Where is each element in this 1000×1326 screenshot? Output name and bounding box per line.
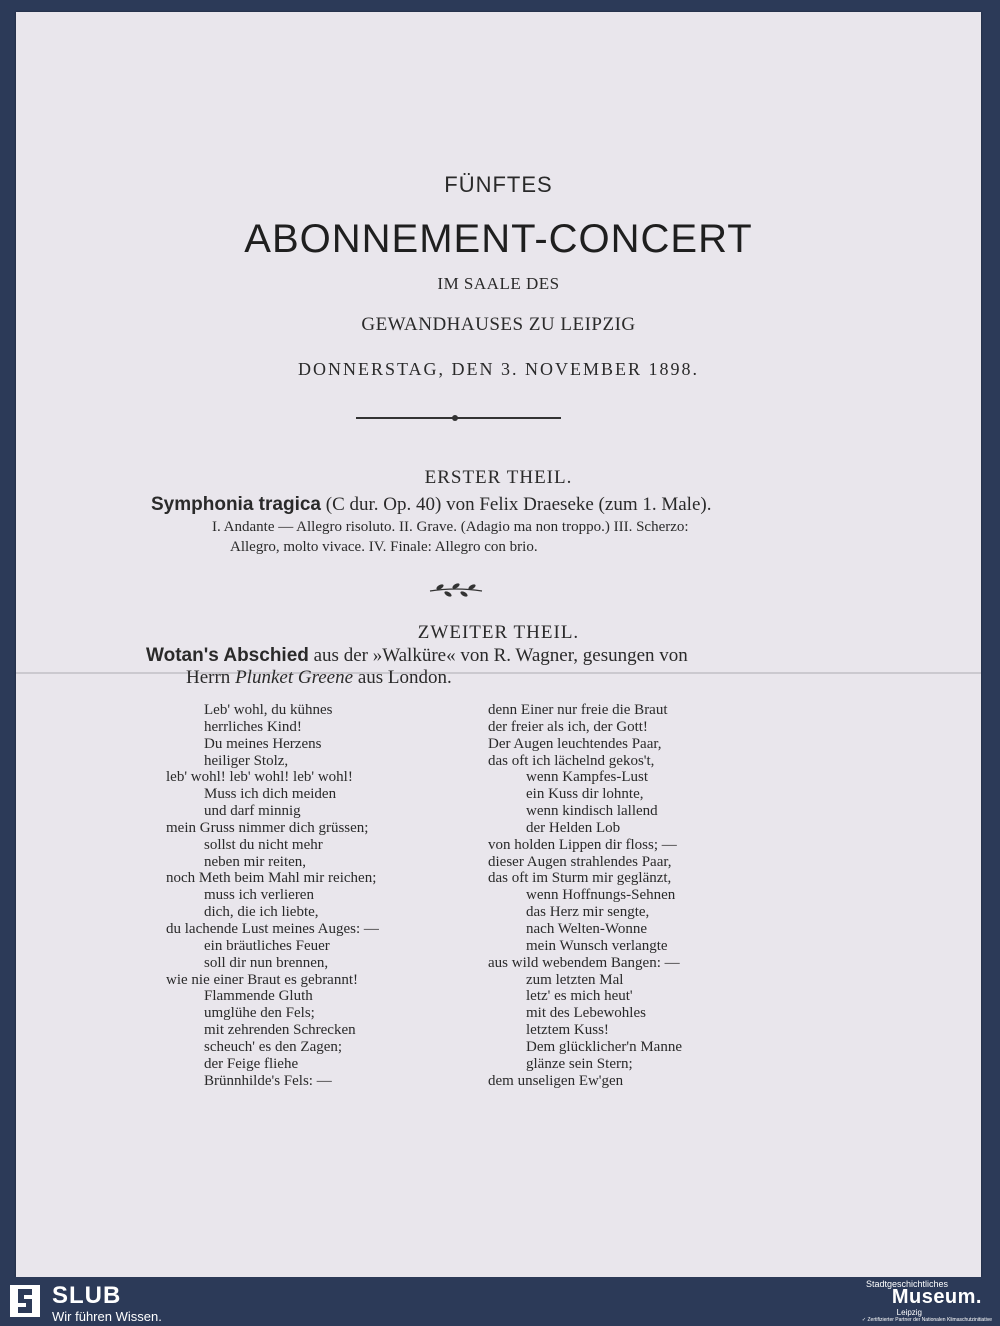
part2-performer [186, 667, 452, 689]
poem-line: wie nie einer Braut es gebrannt! [166, 971, 359, 988]
poem-line: der Feige fliehe [204, 1055, 299, 1072]
concert-title: ABONNEMENT-CONCERT [244, 217, 753, 261]
leaf-ornament-icon [426, 581, 486, 599]
part2-piece-details: aus der »Walküre« von R. Wagner, gesungen von [308, 645, 688, 666]
poem-line: mein Wunsch verlangte [526, 937, 668, 954]
venue-line1: IM SAALE DES [437, 274, 560, 293]
performer-prefix: Herrn [186, 667, 236, 688]
performer-suffix: aus London. [353, 667, 452, 688]
poem-line: letztem Kuss! [526, 1022, 609, 1039]
concert-date: DONNERSTAG, DEN 3. NOVEMBER 1898. [297, 359, 700, 379]
poem-line: dich, die ich liebte, [204, 904, 319, 921]
poem-line: das oft ich lächelnd gekos't, [488, 752, 655, 769]
poem-line: mit des Lebewohles [526, 1005, 646, 1022]
poem-line: umglühe den Fels; [204, 1005, 315, 1022]
poem-line: aus wild webendem Bangen: — [488, 954, 680, 971]
poem-line: das Herz mir sengte, [526, 904, 650, 921]
poem-line: dieser Augen strahlendes Paar, [488, 853, 672, 870]
poem-line: zum letzten Mal [526, 971, 624, 988]
part2-piece [146, 645, 688, 667]
poem-line: Muss ich dich meiden [204, 786, 337, 803]
poem-line: Der Augen leuchtendes Paar, [488, 735, 662, 752]
poem-line: soll dir nun brennen, [204, 954, 329, 971]
part1-heading: ERSTER THEIL. [424, 467, 573, 488]
poem-line: Brünnhilde's Fels: — [204, 1072, 332, 1089]
performer-name: Plunket Greene [235, 667, 354, 688]
part1-movements-line1: I. Andante — Allegro risoluto. II. Grave. (Adagio ma non troppo.) III. Scherzo: [212, 519, 689, 535]
part1-piece-details: (C dur. Op. 40) von Felix Draeseke (zum 1. Male). [321, 494, 712, 515]
poem-line: letz' es mich heut' [526, 988, 633, 1005]
poem-line: Du meines Herzens [204, 735, 322, 752]
poem-line: wenn Kampfes-Lust [526, 769, 649, 786]
poem-line: wenn kindisch lallend [526, 803, 658, 820]
poem-line: glänze sein Stern; [526, 1055, 633, 1072]
poem-left-column [166, 702, 379, 1089]
poem-line: mit zehrenden Schrecken [204, 1022, 356, 1039]
part2-heading: ZWEITER THEIL. [417, 622, 580, 643]
poem-line: das oft im Sturm mir geglänzt, [488, 870, 672, 887]
slub-name: SLUB [52, 1282, 122, 1309]
poem-line: der freier als ich, der Gott! [488, 718, 648, 735]
museum-cert: ✓ Zertifizierter Partner der Nationalen Klimaschutzinitiative [861, 1317, 992, 1323]
poem-line: Flammende Gluth [204, 988, 313, 1005]
slub-slogan: Wir führen Wissen. [52, 1309, 162, 1324]
poem-line: der Helden Lob [526, 819, 621, 836]
poem-right-column [488, 702, 682, 1089]
poem-line: sollst du nicht mehr [204, 836, 323, 853]
poem-line: heiliger Stolz, [204, 752, 289, 769]
poem-line: herrliches Kind! [204, 718, 302, 735]
part1-piece [151, 494, 711, 516]
poem-line: und darf minnig [204, 803, 301, 820]
museum-top-label: Stadtgeschichtliches [865, 1279, 948, 1289]
poem-line: mein Gruss nimmer dich grüssen; [166, 819, 369, 836]
poem-line: muss ich verlieren [204, 887, 314, 904]
poem-line: ein Kuss dir lohnte, [526, 786, 644, 803]
footer-bar [0, 1277, 1000, 1326]
poem-line: von holden Lippen dir floss; — [488, 836, 677, 853]
part2-piece-title: Wotan's Abschied [146, 645, 309, 666]
poem-line: dem unseligen Ew'gen [488, 1072, 624, 1089]
slub-logo-icon [10, 1285, 40, 1317]
program-sheet [16, 12, 981, 1277]
poem-line: du lachende Lust meines Auges: — [166, 920, 379, 937]
poem-line: nach Welten-Wonne [526, 920, 648, 937]
paper-fold [16, 672, 981, 674]
poem-line: noch Meth beim Mahl mir reichen; [166, 870, 377, 887]
poem-line: neben mir reiten, [204, 853, 307, 870]
divider-rule [356, 417, 561, 419]
concert-number: FÜNFTES [444, 172, 553, 197]
poem-line: Dem glücklicher'n Manne [526, 1038, 682, 1055]
venue-line2: GEWANDHAUSES ZU LEIPZIG [361, 314, 636, 335]
museum-city: Leipzig [896, 1308, 922, 1317]
poem-line: ein bräutliches Feuer [204, 937, 330, 954]
poem-line: denn Einer nur freie die Braut [488, 702, 668, 718]
museum-name: Museum. [891, 1286, 982, 1308]
part1-piece-title: Symphonia tragica [151, 494, 321, 515]
poem-line: scheuch' es den Zagen; [204, 1038, 343, 1055]
poem-line: wenn Hoffnungs-Sehnen [526, 887, 676, 904]
poem-line: Leb' wohl, du kühnes [204, 702, 333, 718]
poem-line: leb' wohl! leb' wohl! leb' wohl! [166, 769, 353, 786]
part1-movements-line2: Allegro, molto vivace. IV. Finale: Allegro con brio. [230, 539, 538, 555]
